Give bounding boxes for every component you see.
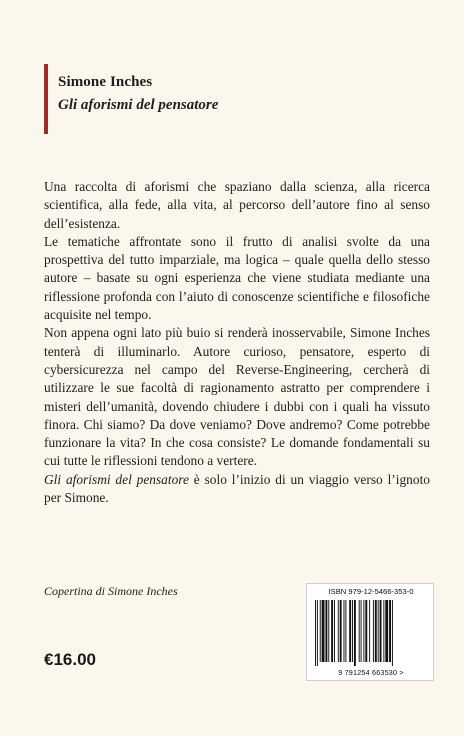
blurb-paragraph-2: Le tematiche affrontate sono il frutto di analisi svolte da una prospettiva del tutto imparziale, ma logica – quale quella dello stesso autore – basate su ogni esperienza che viene studiata mediante una riflessione profonda con l’aiuto di conoscenze scientifiche e filosofiche acquisite nel tempo. <box>44 233 430 323</box>
barcode-bar <box>378 600 379 662</box>
barcode-bar <box>359 600 360 662</box>
blurb-closing <box>44 471 430 508</box>
blurb-closing-title: Gli aforismi del pensatore <box>44 471 189 487</box>
barcode-bar <box>345 600 346 662</box>
barcode-icon <box>315 600 427 666</box>
barcode-bar <box>392 600 393 666</box>
book-title: Gli aforismi del pensatore <box>58 97 219 113</box>
barcode-bar <box>331 600 333 662</box>
barcode-bar <box>328 600 329 662</box>
author-name: Simone Inches <box>58 74 153 90</box>
isbn-label: ISBN 979-12-5466-353-0 <box>328 587 414 596</box>
blurb-text <box>44 178 430 507</box>
barcode-bar <box>373 600 374 662</box>
barcode-bar <box>320 600 321 662</box>
barcode-bar <box>354 600 356 666</box>
barcode-bar <box>338 600 339 662</box>
barcode-bar <box>322 600 325 662</box>
blurb-paragraph-1: Una raccolta di aforismi che spaziano dalla scienza, alla ricerca scientifica, alla fede, alla vita, al percorso dell’autore fino al senso dell’esistenza. <box>44 179 430 231</box>
barcode-bar <box>352 600 353 662</box>
barcode-bar <box>383 600 384 662</box>
barcode-bar <box>317 600 318 666</box>
barcode-bar <box>361 600 362 662</box>
barcode-number: 9 791254 663530 > <box>338 668 404 677</box>
barcode-box <box>306 583 434 681</box>
barcode-bar <box>363 600 364 662</box>
barcode-bar <box>349 600 351 662</box>
barcode-bar <box>340 600 342 662</box>
barcode-bar <box>375 600 377 662</box>
barcode-bar <box>334 600 335 662</box>
barcode-bar <box>380 600 382 662</box>
barcode-bar <box>385 600 388 662</box>
barcode-bar <box>315 600 316 666</box>
barcode-bar <box>369 600 370 662</box>
price-label: €16.00 <box>44 650 96 669</box>
barcode-bar <box>325 600 327 662</box>
blurb-closing-text: è solo l’inizio di un viaggio verso l’ignoto per Simone. <box>44 471 430 506</box>
barcode-bar <box>344 600 345 662</box>
barcode-bar <box>365 600 367 662</box>
cover-credit: Copertina di Simone Inches <box>44 584 178 598</box>
barcode-bar <box>389 600 391 662</box>
blurb-paragraph-3: Non appena ogni lato più buio si renderà inosservabile, Simone Inches tenterà di illuminarlo. Autore curioso, pensatore, esperto di cybersicurezza nel campo del Reverse-Engineering, cercherà di utilizzare le sue facoltà di ragionamento astratto per comprendere i misteri dell’umanità, dovendo chiudere i dubbi con i quali ha vissuto finora. Chi siamo? Da dove veniamo? Dove andremo? Come potrebbe funzionare la vita? In che cosa consiste? Le domande fondamentali su cui tutte le riflessioni tendono a vertere. <box>44 325 430 469</box>
header-block <box>44 64 218 134</box>
